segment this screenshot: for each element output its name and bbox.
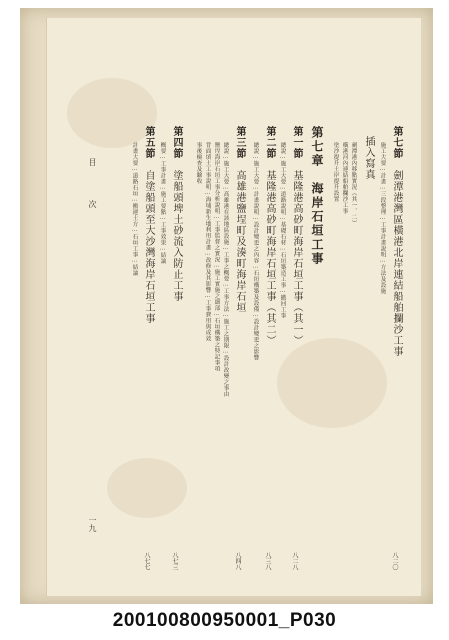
scanned-sheet: [20, 8, 433, 604]
toc-entry-section-1[interactable]: [291, 126, 301, 346]
toc-page-number: 八二〇: [391, 552, 398, 570]
chapter-title: 海岸石垣工事: [310, 182, 324, 266]
toc-entry-section-4[interactable]: [171, 126, 181, 302]
toc-chapter-7[interactable]: [311, 126, 323, 266]
toc-detail: 鹽埕海岸石垣工事分析說明…工事監督之實況…施工實施之細部…石垣構築之特記事項: [213, 142, 220, 372]
folio-number: 一九: [88, 516, 97, 532]
toc-page-number: 八四八: [234, 552, 241, 570]
section-number: 第四節: [171, 126, 182, 159]
toc-detail: 總說…施工大要…高雄港在該地區設施…工事之概要…工事方法…施工之期限…設計改變之事由: [222, 142, 229, 397]
toc-detail: 總說…施工大要…計畫說明…設計變更之內容…石垣構築及設備…設計變更之影響: [252, 142, 259, 361]
toc-photo-item: 劍潭港內移點實況（其一、二）: [350, 142, 357, 226]
section-number: 第一節: [291, 126, 302, 159]
toc-entry-section-7[interactable]: [391, 126, 401, 357]
toc-inserted-photos-heading: 插入寫真: [363, 136, 374, 180]
toc-entry-section-3[interactable]: [234, 126, 244, 313]
document-page: [46, 18, 421, 596]
toc-detail: 計畫大要…道路石垣…搬運土方…石垣工事…結論: [131, 142, 138, 276]
section-title: 自塗船頭至大沙灣海岸石垣工事: [143, 170, 154, 324]
section-title: 劍潭港灣區橫港北岸連結船舶攔沙工事: [391, 170, 402, 357]
section-number: 第五節: [143, 126, 154, 159]
paper-stain: [107, 458, 187, 518]
toc-page-number: 八三八: [264, 552, 271, 570]
paper-stain: [277, 338, 387, 428]
toc-page-number: 八二八: [291, 552, 298, 570]
toc-entry-section-5[interactable]: [143, 126, 153, 324]
running-header: 目 次: [88, 158, 97, 214]
toc-photo-item: 塗沙提升土岸提升設置: [332, 142, 339, 202]
section-number: 第七節: [391, 126, 402, 159]
section-number: 第二節: [264, 126, 275, 159]
section-title: 基隆港高砂町海岸石垣工事（其二）: [264, 170, 275, 346]
toc-detail: 概要…工事計畫…施工要點…工事效果…結論: [159, 142, 166, 264]
toc-entry-section-2[interactable]: [264, 126, 274, 346]
toc-photo-item: 橫港河內連結船舶攔沙工事: [341, 142, 348, 214]
toc-detail: 背面填土工事說明…海埔新生地利用計畫…改修及其影響…工事費用與成效: [204, 142, 211, 342]
toc-detail: 總說…施工大要…道路說明…基礎石材…石垣築造工事…撤回工事: [279, 142, 286, 319]
section-number: 第三節: [234, 126, 245, 159]
chapter-number: 第七章: [310, 126, 324, 168]
section-title: 基隆港高砂町海岸石垣工事（其一）: [291, 170, 302, 346]
toc-page-number: 八七三: [171, 552, 178, 570]
section-title: 塗船頭埤土砂流入防止工事: [171, 170, 182, 302]
toc-detail: 事後檢查及驗收: [195, 142, 202, 184]
toc-detail: 施工大要…計畫…三段整理…工事計畫說明…方法及設施: [379, 142, 386, 294]
image-caption: 200100800950001_P030: [112, 610, 337, 631]
toc-page-number: 八七七: [143, 552, 150, 570]
section-title: 高雄港鹽埕町及湊町海岸石垣: [234, 170, 245, 313]
